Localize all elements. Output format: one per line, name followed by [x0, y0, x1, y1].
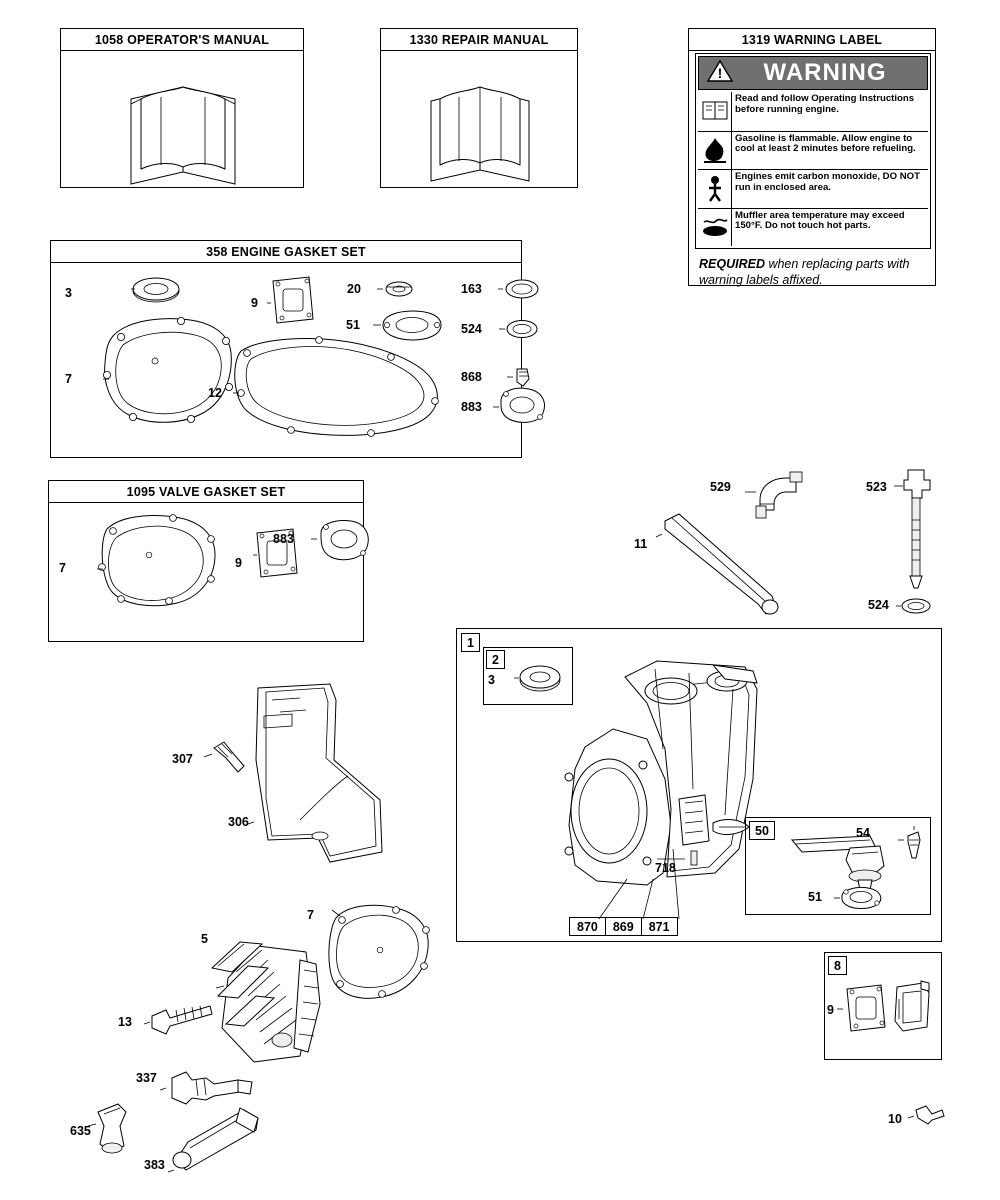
callout-524: 524: [868, 598, 889, 612]
warning-row-text: Engines emit carbon monoxide, DO NOT run in enclosed area.: [735, 171, 920, 193]
callout-51: 51: [346, 318, 360, 332]
panel-label-1: 1: [461, 633, 480, 652]
svg-text:!: !: [717, 64, 723, 81]
callout-635: 635: [70, 1124, 91, 1138]
panel-title-warning-label: 1319 WARNING LABEL: [689, 29, 935, 51]
callout-54: 54: [856, 826, 870, 840]
callout-7: 7: [59, 561, 66, 575]
numbox-871: 871: [642, 917, 678, 936]
callout-10: 10: [888, 1112, 902, 1126]
callout-9-breather: 9: [827, 1003, 834, 1017]
callout-11: 11: [634, 537, 648, 551]
callout-20: 20: [347, 282, 361, 296]
panel-title-valve-gasket-set: 1095 VALVE GASKET SET: [49, 481, 363, 503]
callout-524: 524: [461, 322, 482, 336]
panel-cylinder-assembly: [456, 628, 942, 942]
warning-footnote-strong: REQUIRED: [699, 257, 765, 271]
warning-row-text: Gasoline is flammable. Allow engine to cool at least 2 minutes before refueling.: [735, 132, 916, 155]
panel-breather-assembly: [824, 952, 942, 1060]
callout-9: 9: [235, 556, 242, 570]
panel-governor-assembly: [745, 817, 931, 915]
callout-523: 523: [866, 480, 887, 494]
panel-title-operators-manual: 1058 OPERATOR'S MANUAL: [61, 29, 303, 51]
callout-5: 5: [201, 932, 208, 946]
callout-306: 306: [228, 815, 249, 829]
breather-illustration: [825, 953, 943, 1061]
callout-883: 883: [461, 400, 482, 414]
panel-title-repair-manual: 1330 REPAIR MANUAL: [381, 29, 577, 51]
callout-7-head: 7: [307, 908, 314, 922]
callout-13: 13: [118, 1015, 132, 1029]
governor-illustration: [746, 818, 932, 916]
callout-12: 12: [208, 386, 222, 400]
callout-51: 51: [808, 890, 822, 904]
callout-9: 9: [251, 296, 258, 310]
warning-footnote-rest: when replacing parts with warning labels affixed.: [699, 257, 910, 287]
panel-label-2: 2: [486, 650, 505, 669]
warning-heading: WARNING: [763, 59, 887, 86]
warning-row-text: Muffler area temperature may exceed 150°F. Do not touch hot parts.: [735, 209, 905, 232]
callout-163: 163: [461, 282, 482, 296]
panel-label-8: 8: [828, 956, 847, 975]
panel-title-engine-gasket-set: 358 ENGINE GASKET SET: [51, 241, 521, 263]
callout-7: 7: [65, 372, 72, 386]
numbox-870: 870: [569, 917, 606, 936]
callout-868: 868: [461, 370, 482, 384]
callout-3: 3: [65, 286, 72, 300]
callout-337: 337: [136, 1071, 157, 1085]
panel-label-50: 50: [749, 821, 775, 840]
callout-529: 529: [710, 480, 731, 494]
callout-383: 383: [144, 1158, 165, 1172]
callout-718: 718: [655, 861, 676, 875]
callout-307: 307: [172, 752, 193, 766]
warning-row-text: Read and follow Operating Instructions before running engine.: [735, 93, 915, 115]
callout-883: 883: [273, 532, 294, 546]
bottom-number-group: [569, 917, 678, 936]
callout-3-seal: 3: [488, 673, 495, 687]
numbox-869: 869: [606, 917, 642, 936]
